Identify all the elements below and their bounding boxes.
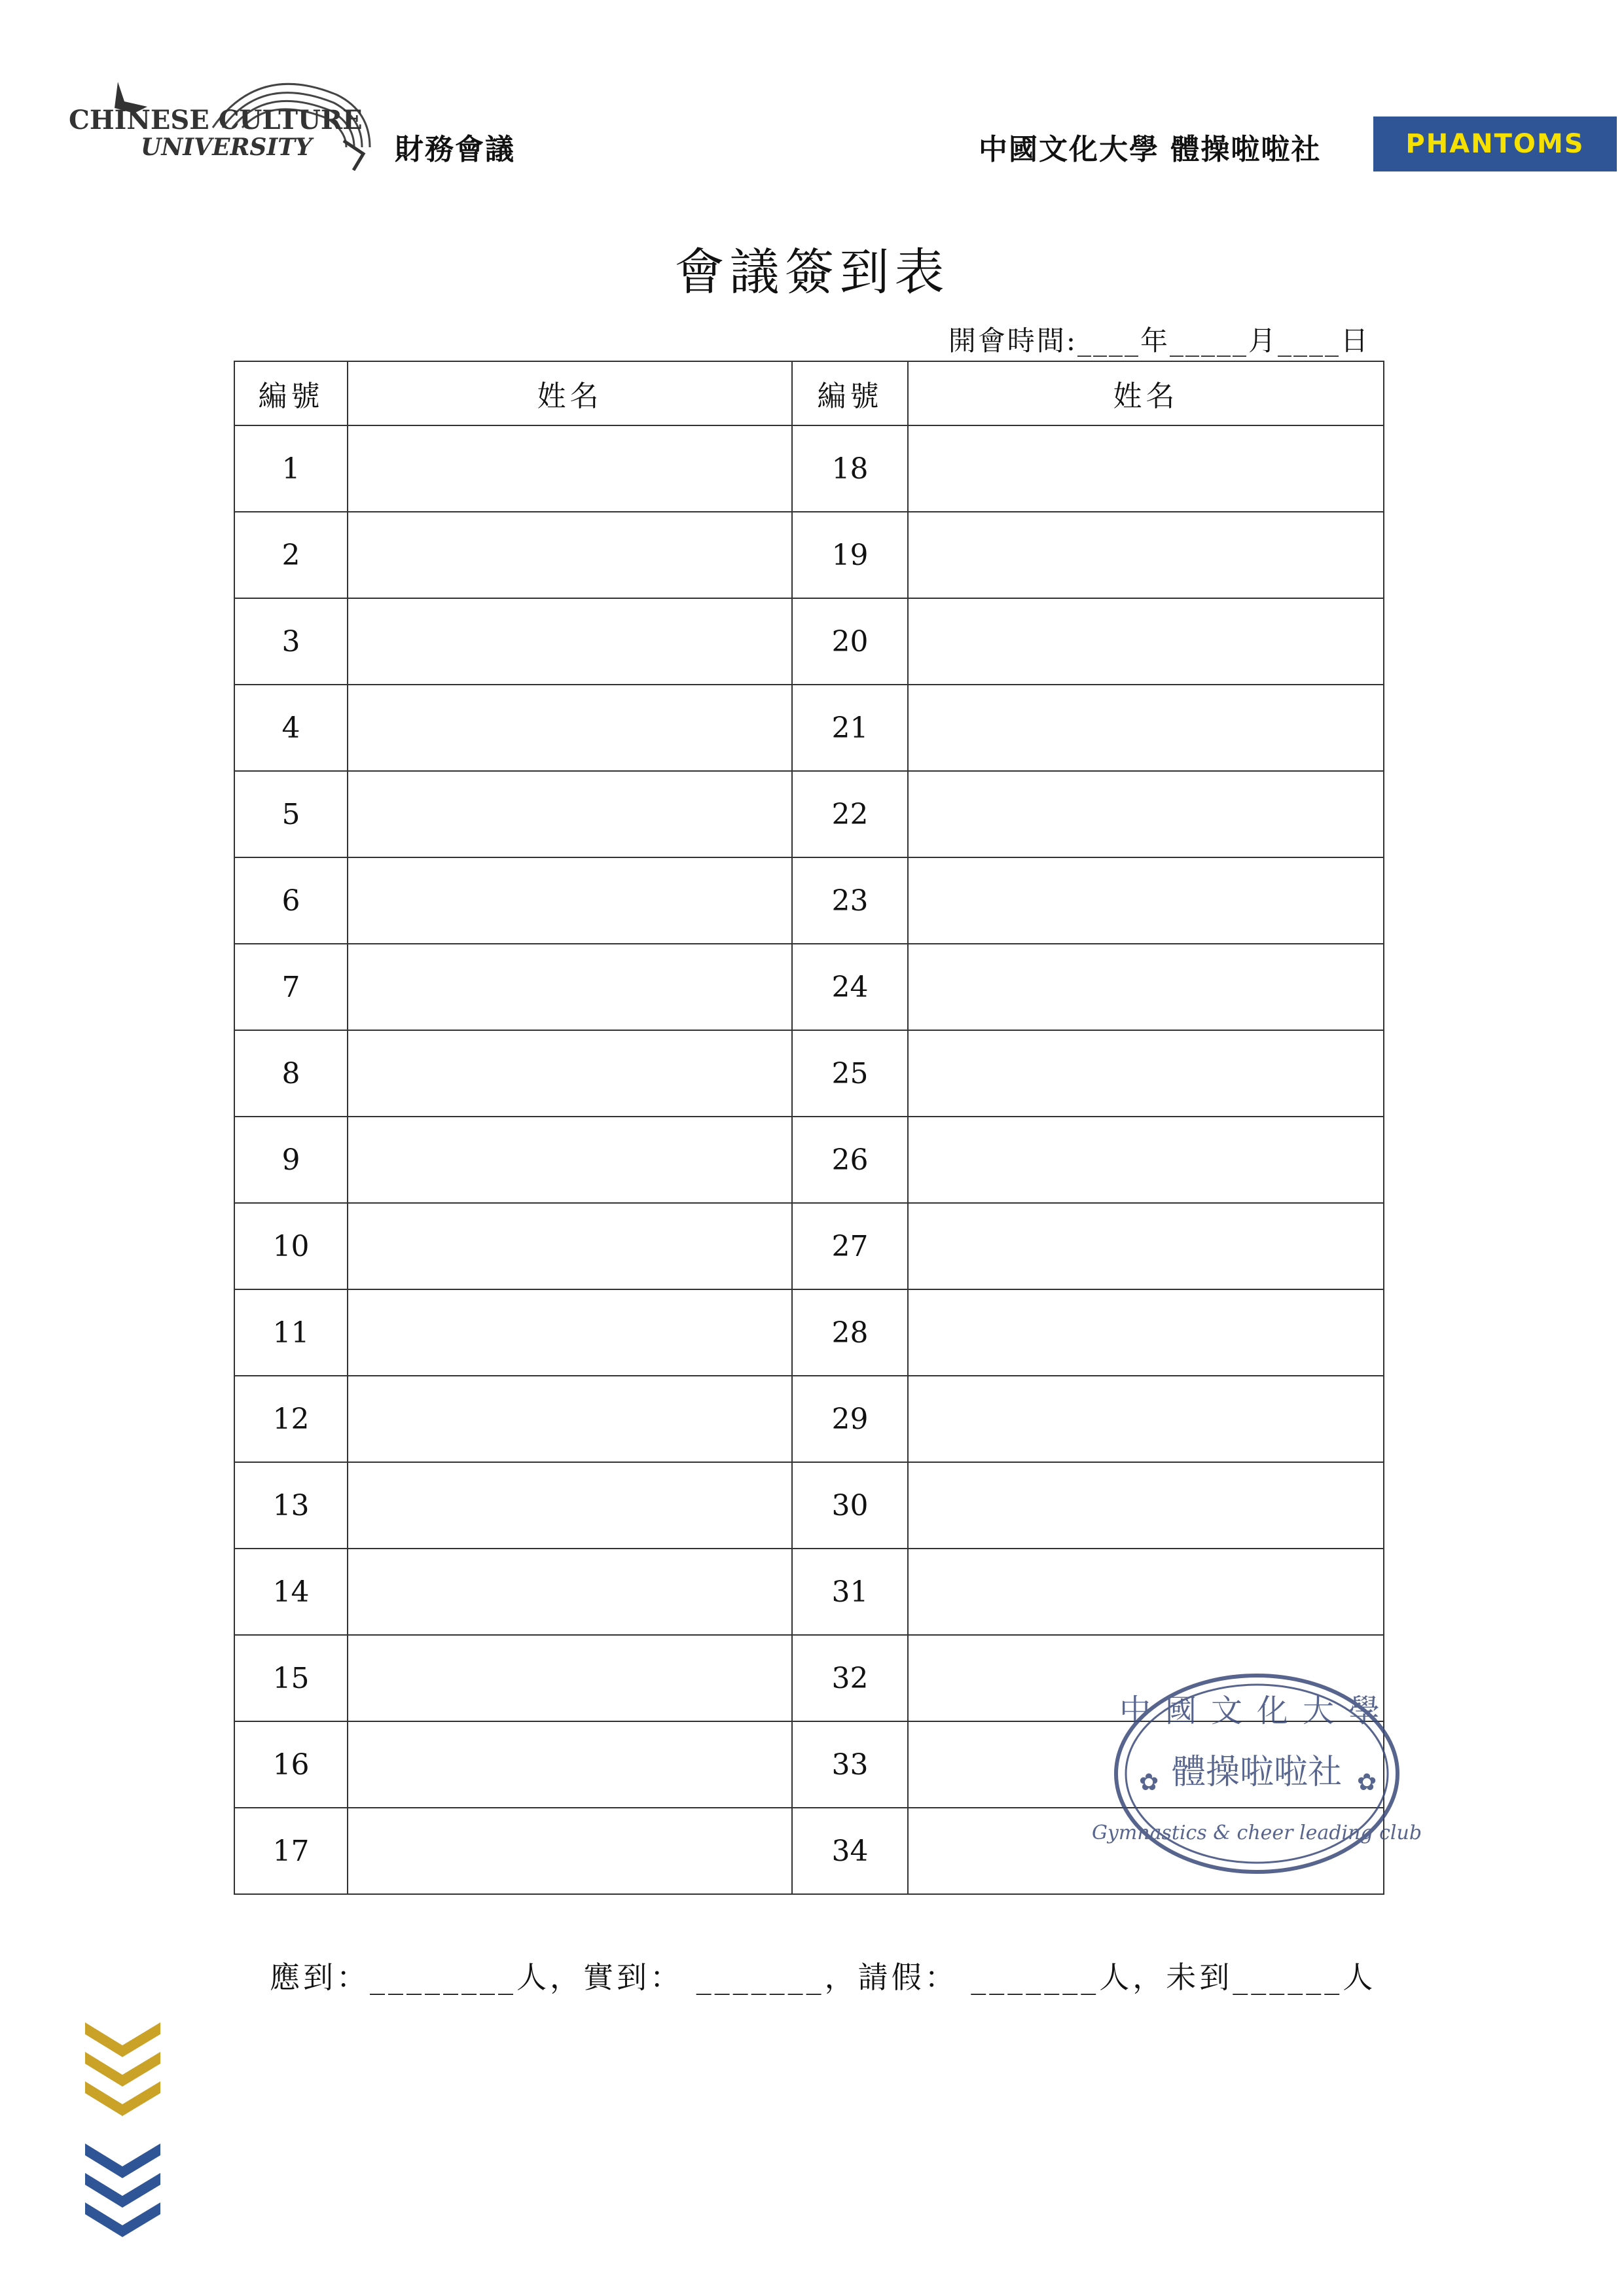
name-entry-cell[interactable] bbox=[348, 1808, 792, 1894]
name-entry-cell[interactable] bbox=[348, 685, 792, 771]
row-number-cell: 22 bbox=[792, 771, 908, 857]
table-row bbox=[234, 1462, 1384, 1549]
name-entry-cell[interactable] bbox=[908, 944, 1384, 1030]
table-row bbox=[234, 1376, 1384, 1462]
brand-badge bbox=[1373, 117, 1617, 171]
name-entry-cell[interactable] bbox=[348, 944, 792, 1030]
signin-table bbox=[234, 361, 1384, 1895]
name-entry-cell[interactable] bbox=[908, 1462, 1384, 1549]
name-entry-cell[interactable] bbox=[348, 1030, 792, 1117]
row-number-cell: 9 bbox=[234, 1117, 348, 1203]
row-number-cell: 25 bbox=[792, 1030, 908, 1117]
row-number-cell: 24 bbox=[792, 944, 908, 1030]
svg-text:CHINESE CULTURE: CHINESE CULTURE bbox=[69, 105, 363, 135]
rainbow-logo-icon bbox=[62, 56, 376, 173]
blue-chevron-icon bbox=[85, 2144, 160, 2242]
gold-chevron-icon bbox=[85, 2022, 160, 2121]
table-row bbox=[234, 598, 1384, 685]
brand-badge-text: PHANTOMS bbox=[1405, 129, 1585, 159]
row-number-cell: 14 bbox=[234, 1549, 348, 1635]
table-row bbox=[234, 1289, 1384, 1376]
name-entry-cell[interactable] bbox=[348, 1462, 792, 1549]
table-row bbox=[234, 1117, 1384, 1203]
page-title: 會議簽到表 bbox=[674, 243, 950, 301]
name-entry-cell[interactable] bbox=[908, 1117, 1384, 1203]
name-entry-cell[interactable] bbox=[348, 1635, 792, 1721]
organization-name: 中國文化大學 體操啦啦社 bbox=[979, 133, 1322, 166]
name-entry-cell[interactable] bbox=[908, 1549, 1384, 1635]
row-number-cell: 1 bbox=[234, 425, 348, 512]
name-entry-cell[interactable] bbox=[348, 1376, 792, 1462]
table-row bbox=[234, 1549, 1384, 1635]
row-number-cell: 29 bbox=[792, 1376, 908, 1462]
name-entry-cell[interactable] bbox=[348, 1721, 792, 1808]
name-entry-cell[interactable] bbox=[348, 512, 792, 598]
column-header-name: 姓名 bbox=[348, 361, 792, 425]
row-number-cell: 34 bbox=[792, 1808, 908, 1894]
table-row bbox=[234, 425, 1384, 512]
name-entry-cell[interactable] bbox=[348, 1203, 792, 1289]
row-number-cell: 2 bbox=[234, 512, 348, 598]
university-logo bbox=[62, 56, 376, 173]
column-header-number: 編號 bbox=[792, 361, 908, 425]
row-number-cell: 17 bbox=[234, 1808, 348, 1894]
table-row bbox=[234, 1203, 1384, 1289]
name-entry-cell[interactable] bbox=[908, 771, 1384, 857]
name-entry-cell[interactable] bbox=[908, 512, 1384, 598]
attendance-summary[interactable]: 應到：________人，實到： _______，請假： _______人，未到______人 bbox=[270, 1960, 1377, 1995]
row-number-cell: 33 bbox=[792, 1721, 908, 1808]
name-entry-cell[interactable] bbox=[348, 1117, 792, 1203]
table-row bbox=[234, 512, 1384, 598]
row-number-cell: 16 bbox=[234, 1721, 348, 1808]
name-entry-cell[interactable] bbox=[908, 425, 1384, 512]
row-number-cell: 4 bbox=[234, 685, 348, 771]
row-number-cell: 31 bbox=[792, 1549, 908, 1635]
meeting-type-label: 財務會議 bbox=[395, 133, 515, 166]
table-header-row bbox=[234, 361, 1384, 425]
row-number-cell: 18 bbox=[792, 425, 908, 512]
column-header-number: 編號 bbox=[234, 361, 348, 425]
row-number-cell: 19 bbox=[792, 512, 908, 598]
row-number-cell: 21 bbox=[792, 685, 908, 771]
name-entry-cell[interactable] bbox=[908, 1203, 1384, 1289]
row-number-cell: 23 bbox=[792, 857, 908, 944]
name-entry-cell[interactable] bbox=[348, 425, 792, 512]
row-number-cell: 28 bbox=[792, 1289, 908, 1376]
row-number-cell: 12 bbox=[234, 1376, 348, 1462]
svg-text:Gymnastics & cheer leading clu: Gymnastics & cheer leading club bbox=[1091, 1821, 1422, 1844]
row-number-cell: 30 bbox=[792, 1462, 908, 1549]
name-entry-cell[interactable] bbox=[348, 771, 792, 857]
row-number-cell: 11 bbox=[234, 1289, 348, 1376]
row-number-cell: 27 bbox=[792, 1203, 908, 1289]
name-entry-cell[interactable] bbox=[348, 598, 792, 685]
row-number-cell: 32 bbox=[792, 1635, 908, 1721]
table-row bbox=[234, 857, 1384, 944]
svg-text:UNIVERSITY: UNIVERSITY bbox=[141, 134, 312, 161]
name-entry-cell[interactable] bbox=[908, 1030, 1384, 1117]
column-header-name: 姓名 bbox=[908, 361, 1384, 425]
table-row bbox=[234, 944, 1384, 1030]
name-entry-cell[interactable] bbox=[908, 1376, 1384, 1462]
name-entry-cell[interactable] bbox=[908, 685, 1384, 771]
row-number-cell: 5 bbox=[234, 771, 348, 857]
meeting-date-field[interactable]: 開會時間:____年_____月____日 bbox=[948, 325, 1370, 357]
svg-text:中國文化大學: 中國文化大學 bbox=[1119, 1693, 1395, 1729]
row-number-cell: 6 bbox=[234, 857, 348, 944]
svg-text:✿: ✿ bbox=[1357, 1769, 1377, 1796]
name-entry-cell[interactable] bbox=[908, 598, 1384, 685]
row-number-cell: 8 bbox=[234, 1030, 348, 1117]
row-number-cell: 10 bbox=[234, 1203, 348, 1289]
table-row bbox=[234, 1030, 1384, 1117]
row-number-cell: 15 bbox=[234, 1635, 348, 1721]
name-entry-cell[interactable] bbox=[348, 857, 792, 944]
row-number-cell: 20 bbox=[792, 598, 908, 685]
club-seal-stamp bbox=[1091, 1666, 1422, 1882]
row-number-cell: 26 bbox=[792, 1117, 908, 1203]
row-number-cell: 13 bbox=[234, 1462, 348, 1549]
name-entry-cell[interactable] bbox=[908, 1289, 1384, 1376]
table-row bbox=[234, 685, 1384, 771]
table-row bbox=[234, 771, 1384, 857]
row-number-cell: 7 bbox=[234, 944, 348, 1030]
row-number-cell: 3 bbox=[234, 598, 348, 685]
svg-text:體操啦啦社: 體操啦啦社 bbox=[1171, 1753, 1343, 1792]
name-entry-cell[interactable] bbox=[348, 1289, 792, 1376]
name-entry-cell[interactable] bbox=[348, 1549, 792, 1635]
name-entry-cell[interactable] bbox=[908, 857, 1384, 944]
svg-text:✿: ✿ bbox=[1139, 1769, 1159, 1796]
